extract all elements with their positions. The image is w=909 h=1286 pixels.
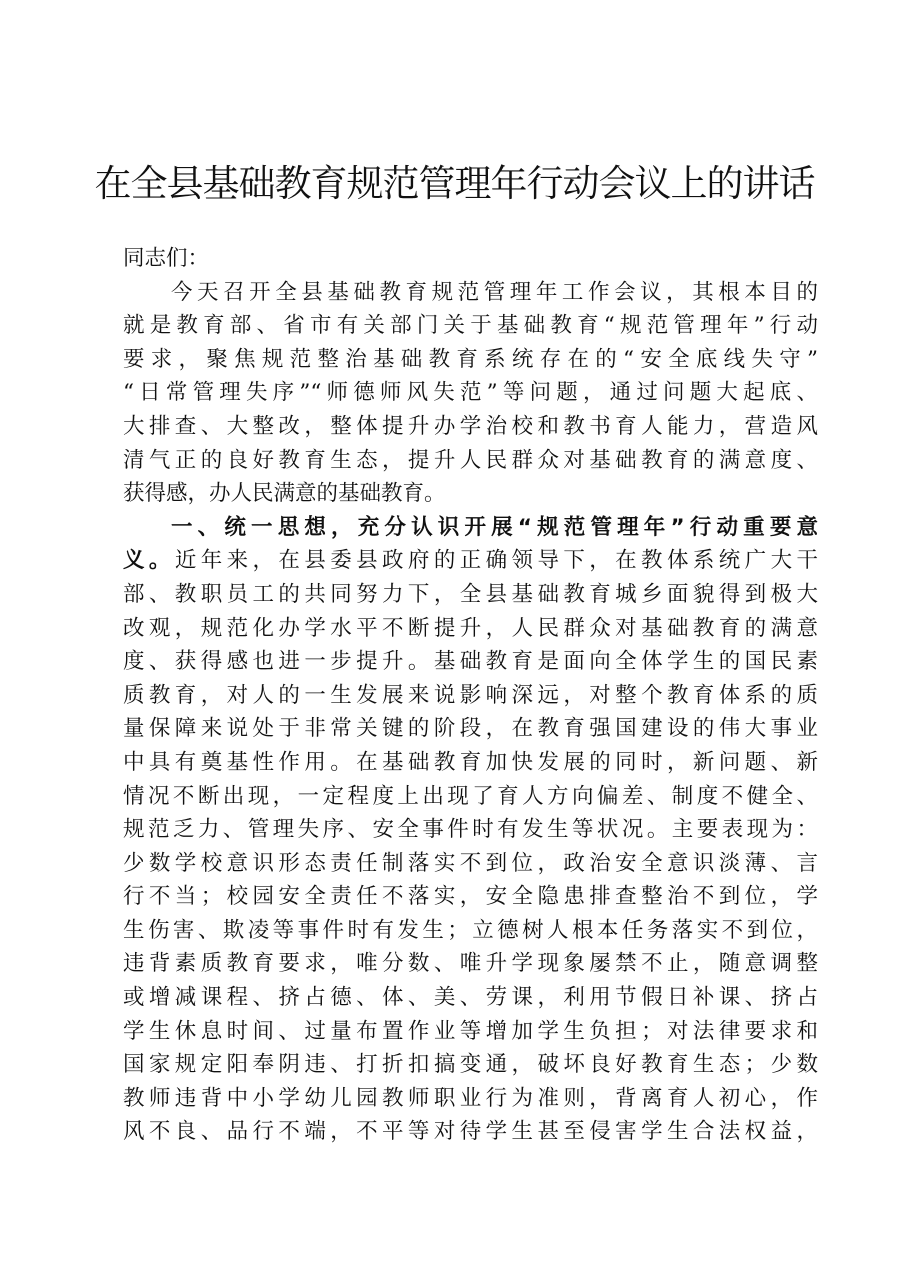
salutation: 同志们： bbox=[123, 246, 210, 271]
paragraph-line: 学生休息时间、过量布置作业等增加学生负担；对法律要求和 bbox=[123, 1018, 818, 1044]
paragraph-line: 情况不断出现，一定程度上出现了育人方向偏差、制度不健全、 bbox=[123, 783, 818, 809]
paragraph-line: 度、获得感也进一步提升。基础教育是面向全体学生的国民素 bbox=[123, 649, 818, 675]
paragraph-line: 改观，规范化办学水平不断提升，人民群众对基础教育的满意 bbox=[123, 615, 818, 641]
paragraph-line: 质教育，对人的一生发展来说影响深远，对整个教育体系的质 bbox=[123, 682, 818, 708]
paragraph-line: 大排查、大整改，整体提升办学治校和教书育人能力，营造风 bbox=[123, 413, 818, 439]
paragraph-line: 国家规定阳奉阴违、打折扣搞变通，破坏良好教育生态；少数 bbox=[123, 1052, 818, 1078]
section-heading-end: 义。 bbox=[123, 548, 175, 574]
paragraph-intro bbox=[123, 276, 818, 511]
section-heading-continuation bbox=[123, 544, 818, 578]
paragraph-line: 部、教职员工的共同努力下，全县基础教育城乡面貌得到极大 bbox=[123, 581, 818, 607]
section-one bbox=[123, 511, 818, 1149]
document-title: 在全县基础教育规范管理年行动会议上的讲话 bbox=[94, 162, 815, 205]
paragraph-line: 获得感，办人民满意的基础教育。 bbox=[123, 481, 446, 507]
paragraph-line: 要求，聚焦规范整治基础教育系统存在的“安全底线失守” bbox=[123, 346, 818, 372]
paragraph-line: 清气正的良好教育生态，提升人民群众对基础教育的满意度、 bbox=[123, 447, 818, 473]
paragraph-line: 少数学校意识形态责任制落实不到位，政治安全意识淡薄、言 bbox=[123, 850, 818, 876]
paragraph-line: 风不良、品行不端，不平等对待学生甚至侵害学生合法权益， bbox=[123, 1119, 818, 1145]
section-heading: 一、统一思想，充分认识开展“规范管理年”行动重要意 bbox=[171, 514, 818, 540]
paragraph-line: 生伤害、欺凌等事件时有发生；立德树人根本任务落实不到位， bbox=[123, 917, 818, 943]
paragraph-line: 中具有奠基性作用。在基础教育加快发展的同时，新问题、新 bbox=[123, 749, 818, 775]
paragraph-line: 量保障来说处于非常关键的阶段，在教育强国建设的伟大事业 bbox=[123, 716, 818, 742]
paragraph-line: “日常管理失序”“师德师风失范”等问题，通过问题大起底、 bbox=[123, 380, 818, 406]
paragraph-line: 违背素质教育要求，唯分数、唯升学现象屡禁不止，随意调整 bbox=[123, 951, 818, 977]
paragraph-line: 规范乏力、管理失序、安全事件时有发生等状况。主要表现为： bbox=[123, 817, 818, 843]
paragraph-line: 或增减课程、挤占德、体、美、劳课，利用节假日补课、挤占 bbox=[123, 985, 818, 1011]
paragraph-line: 行不当；校园安全责任不落实，安全隐患排查整治不到位，学 bbox=[123, 884, 818, 910]
paragraph-line: 就是教育部、省市有关部门关于基础教育“规范管理年”行动 bbox=[123, 313, 818, 339]
paragraph-line: 教师违背中小学幼儿园教师职业行为准则，背离育人初心，作 bbox=[123, 1085, 818, 1111]
paragraph-line-start: 近年来，在县委县政府的正确领导下，在教体系统广大干 bbox=[174, 548, 818, 574]
document-body bbox=[123, 242, 818, 1149]
paragraph-line: 今天召开全县基础教育规范管理年工作会议，其根本目的 bbox=[171, 279, 818, 305]
